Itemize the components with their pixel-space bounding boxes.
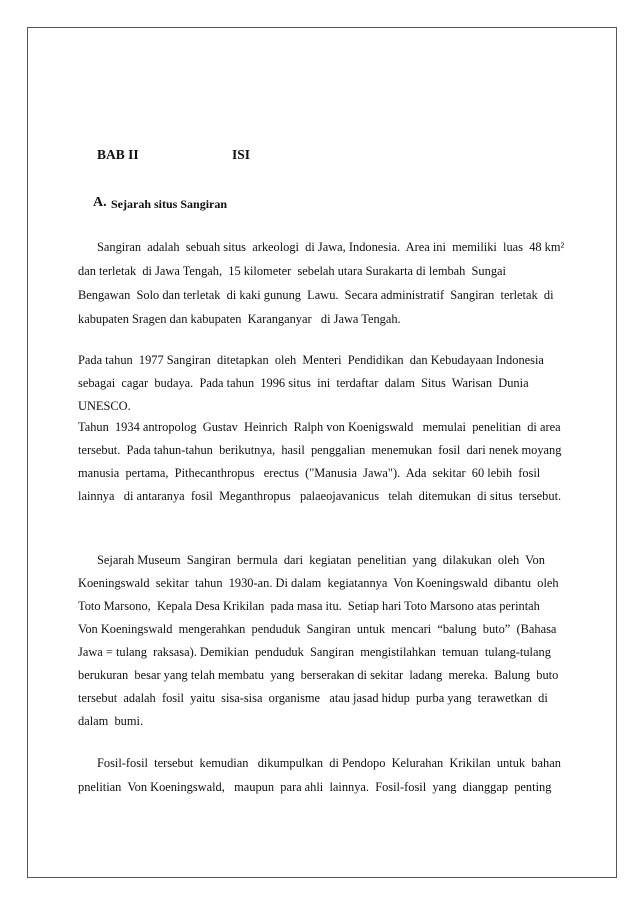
text-line: Koeningswald sekitar tahun 1930-an. Di dalam kegiatannya Von Koeningswald dibantu oleh — [78, 576, 559, 590]
text-line: kabupaten Sragen dan kabupaten Karanganyar di Jawa Tengah. — [78, 312, 401, 326]
text-line: Von Koeningswald mengerahkan penduduk Sangiran untuk mencari “balung buto” (Bahasa — [78, 622, 557, 636]
text-line: berukuran besar yang telah membatu yang berserakan di sekitar ladang mereka. Balung buto — [78, 668, 559, 682]
text-line: sebagai cagar budaya. Pada tahun 1996 situs ini terdaftar dalam Situs Warisan Dunia — [78, 376, 529, 390]
text-line: Jawa = tulang raksasa). Demikian penduduk Sangiran mengistilahkan temuan tulang-tulang — [78, 645, 551, 659]
section-title: Sejarah situs Sangiran — [111, 197, 228, 211]
text-line: Toto Marsono, Kepala Desa Krikilan pada masa itu. Setiap hari Toto Marsono atas perintah — [78, 599, 540, 613]
chapter-label: BAB II — [97, 147, 139, 162]
text-line: manusia pertama, Pithecanthropus erectus ("Manusia Jawa"). Ada sekitar 60 lebih fosil — [78, 466, 541, 480]
text-line: Pada tahun 1977 Sangiran ditetapkan oleh Menteri Pendidikan dan Kebudayaan Indonesia — [78, 353, 544, 367]
text-line: Sejarah Museum Sangiran bermula dari kegiatan penelitian yang dilakukan oleh Von — [97, 553, 545, 567]
text-line: Tahun 1934 antropolog Gustav Heinrich Ralph von Koenigswald memulai penelitian di area — [78, 420, 561, 434]
text-line: Sangiran adalah sebuah situs arkeologi di Jawa, Indonesia. Area ini memiliki luas 48 km² — [97, 240, 565, 254]
text-line: Fosil-fosil tersebut kemudian dikumpulkan di Pendopo Kelurahan Krikilan untuk bahan — [97, 756, 561, 770]
text-line: tersebut adalah fosil yaitu sisa-sisa organisme atau jasad hidup purba yang terawetkan di — [78, 691, 548, 705]
text-line: pnelitian Von Koeningswald, maupun para ahli lainnya. Fosil-fosil yang dianggap penting — [78, 780, 552, 794]
text-line: lainnya di antaranya fosil Meganthropus palaeojavanicus telah ditemukan di situs tersebut. — [78, 489, 562, 503]
text-line: Bengawan Solo dan terletak di kaki gunung Lawu. Secara administratif Sangiran terletak di — [78, 288, 554, 302]
chapter-title: ISI — [232, 147, 251, 162]
section-letter: A. — [93, 195, 107, 210]
text-line: dalam bumi. — [78, 714, 144, 728]
text-line: UNESCO. — [78, 399, 131, 413]
text-line: dan terletak di Jawa Tengah, 15 kilometer sebelah utara Surakarta di lembah Sungai — [78, 264, 506, 278]
text-line: tersebut. Pada tahun-tahun berikutnya, hasil penggalian menemukan fosil dari nenek moyang — [78, 443, 562, 457]
